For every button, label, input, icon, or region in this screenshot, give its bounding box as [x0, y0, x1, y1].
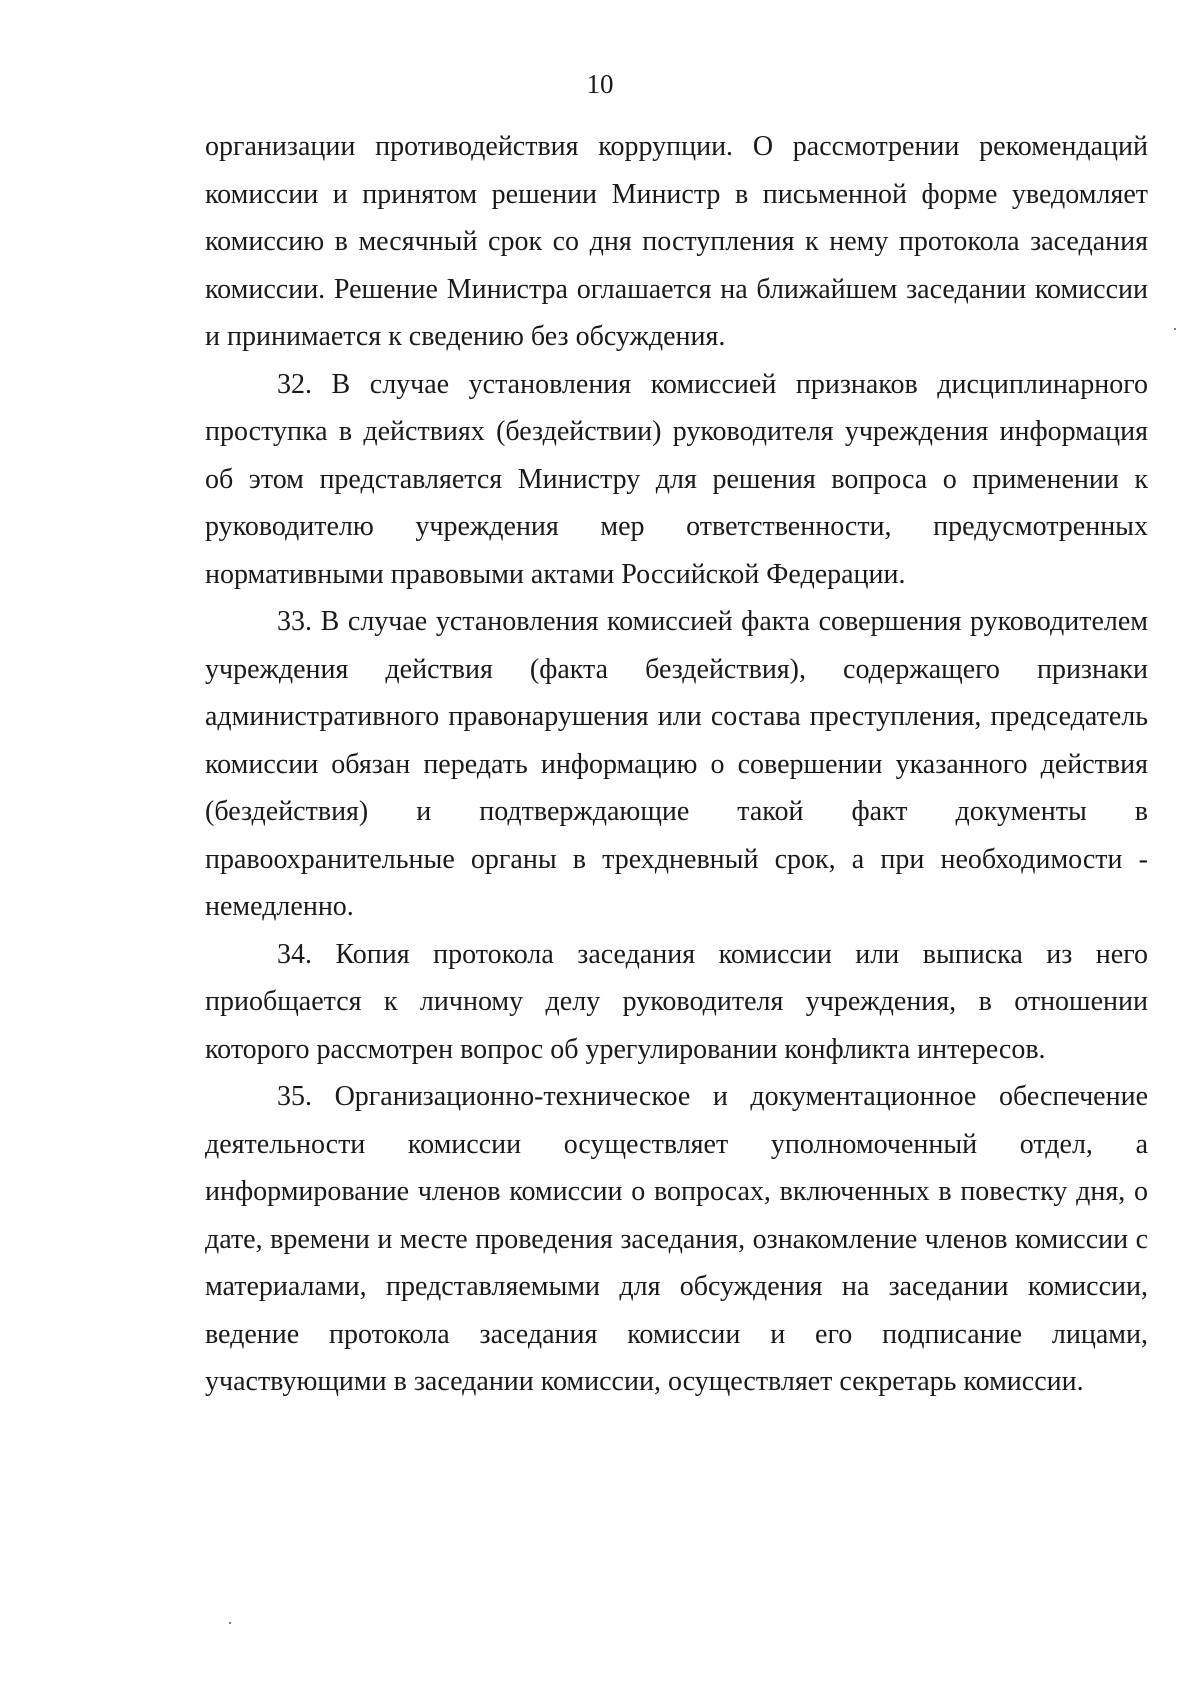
paragraph-32: 32. В случае установления комиссией признаков дисциплинарного проступка в действиях (бездействии) руководителя учреждения информация об этом представляется Министру для решения вопроса о применении к руководителю учреждения мер ответственности, предусмотренных нормативными правовыми актами Российской Федерации.	[205, 368, 1148, 590]
document-body	[205, 123, 1148, 1406]
scan-speck	[1174, 328, 1176, 330]
paragraph-33: 33. В случае установления комиссией факта совершения руководителем учреждения действия (факта бездействия), содержащего признаки административного правонарушения или состава преступления, председатель комиссии обязан передать информацию о совершении указанного действия (бездействия) и подтверждающие такой факт документы в правоохранительные органы в трехдневный срок, а при необходимости - немедленно.	[205, 606, 1148, 922]
paragraph-34: 34. Копия протокола заседания комиссии или выписка из него приобщается к личному делу руководителя учреждения, в отношении которого рассмотрен вопрос об урегулировании конфликта интересов.	[205, 938, 1148, 1065]
scan-speck	[229, 1622, 231, 1624]
page-number: 10	[586, 69, 614, 99]
paragraph-continuation: организации противодействия коррупции. О рассмотрении рекомендаций комиссии и принятом решении Министр в письменной форме уведомляет комиссию в месячный срок со дня поступления к нему протокола заседания комиссии. Решение Министра оглашается на ближайшем заседании комиссии и принимается к сведению без обсуждения.	[205, 131, 1148, 352]
paragraph-35: 35. Организационно-техническое и документационное обеспечение деятельности комиссии осуществляет уполномоченный отдел, а информирование членов комиссии о вопросах, включенных в повестку дня, о дате, времени и месте проведения заседания, ознакомление членов комиссии с материалами, представляемыми для обсуждения на заседании комиссии, ведение протокола заседания комиссии и его подписание лицами, участвующими в заседании комиссии, осуществляет секретарь комиссии.	[205, 1081, 1148, 1397]
